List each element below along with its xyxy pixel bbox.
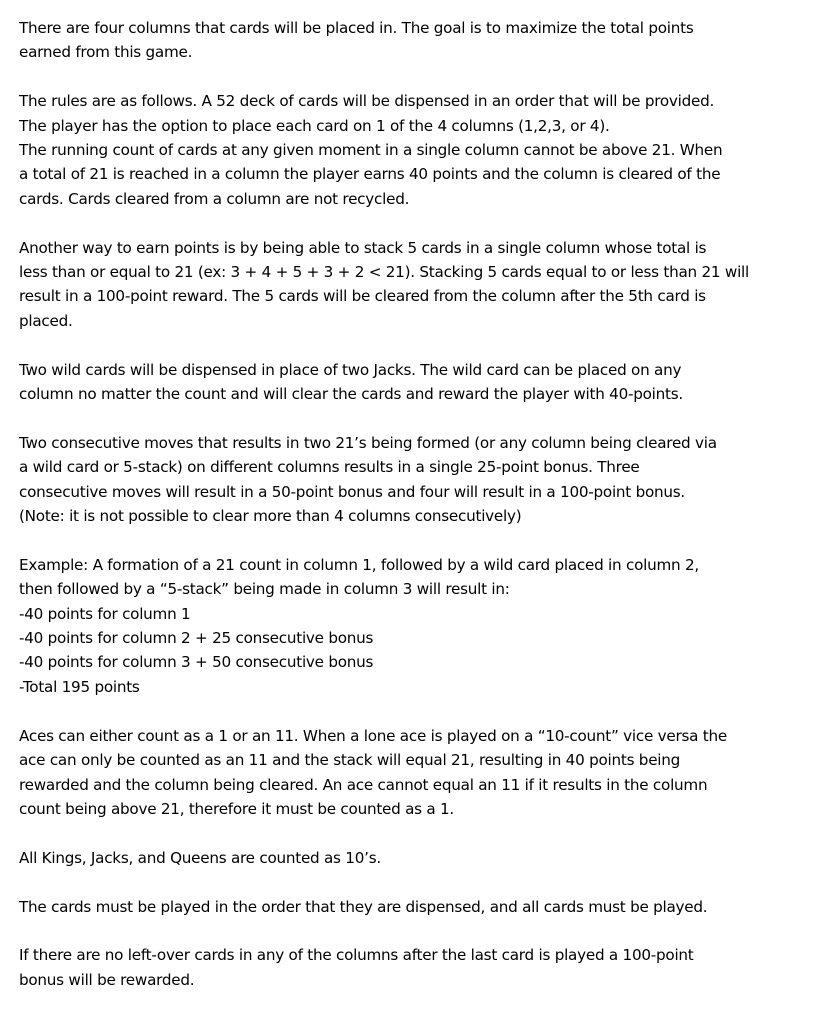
text-line: result in a 100-point reward. The 5 cards will be cleared from the column after the 5th card is [19, 287, 706, 306]
text-line: consecutive moves will result in a 50-point bonus and four will result in a 100-point bonus. [19, 482, 685, 501]
paragraph-aces [19, 724, 805, 822]
text-line: then followed by a “5-stack” being made in column 3 will result in: [19, 580, 510, 599]
text-line: ace can only be counted as an 11 and the stack will equal 21, resulting in 40 points being [19, 751, 681, 770]
text-line: The rules are as follows. A 52 deck of cards will be dispensed in an order that will be provided. [19, 92, 715, 111]
text-line: earned from this game. [19, 43, 193, 62]
paragraph-wild-cards [19, 358, 805, 407]
text-line: -40 points for column 2 + 25 consecutive bonus [19, 629, 374, 648]
text-line: bonus will be rewarded. [19, 970, 195, 989]
text-line: All Kings, Jacks, and Queens are counted as 10’s. [19, 848, 381, 867]
text-line: The cards must be played in the order that they are dispensed, and all cards must be played. [19, 897, 708, 916]
paragraph-play-order [19, 895, 805, 919]
text-line: If there are no left-over cards in any of the columns after the last card is played a 100-point [19, 946, 694, 965]
text-line: (Note: it is not possible to clear more than 4 columns consecutively) [19, 507, 522, 526]
paragraph-rules [19, 89, 805, 211]
text-line: count being above 21, therefore it must be counted as a 1. [19, 799, 455, 818]
paragraph-consecutive-bonus [19, 431, 805, 529]
text-line: Two wild cards will be dispensed in place of two Jacks. The wild card can be placed on any [19, 360, 682, 379]
text-line: -40 points for column 1 [19, 604, 191, 623]
text-line: a total of 21 is reached in a column the player earns 40 points and the column is cleared of the [19, 165, 721, 184]
text-line: Example: A formation of a 21 count in column 1, followed by a wild card placed in column 2, [19, 555, 699, 574]
paragraph-five-stack [19, 236, 805, 334]
paragraph-example [19, 553, 805, 699]
paragraph-final-bonus [19, 943, 805, 992]
text-line: placed. [19, 311, 73, 330]
text-line: -40 points for column 3 + 50 consecutive bonus [19, 653, 374, 672]
text-line: rewarded and the column being cleared. An ace cannot equal an 11 if it results in the column [19, 775, 708, 794]
text-line: cards. Cards cleared from a column are not recycled. [19, 189, 410, 208]
text-line: There are four columns that cards will be placed in. The goal is to maximize the total points [19, 19, 694, 37]
text-line: a wild card or 5-stack) on different columns results in a single 25-point bonus. Three [19, 458, 640, 477]
text-line: less than or equal to 21 (ex: 3 + 4 + 5 + 3 + 2 < 21). Stacking 5 cards equal to or less than 21 will [19, 263, 749, 282]
paragraph-intro [19, 16, 805, 65]
text-line: The player has the option to place each card on 1 of the 4 columns (1,2,3, or 4). [19, 116, 610, 135]
rules-document [19, 16, 805, 1017]
text-line: The running count of cards at any given moment in a single column cannot be above 21. When [19, 141, 723, 160]
text-line: -Total 195 points [19, 677, 140, 696]
paragraph-face-cards [19, 846, 805, 870]
text-line: Aces can either count as a 1 or an 11. When a lone ace is played on a “10-count” vice versa the [19, 726, 727, 745]
text-line: column no matter the count and will clear the cards and reward the player with 40-points. [19, 385, 683, 404]
text-line: Another way to earn points is by being able to stack 5 cards in a single column whose total is [19, 238, 707, 257]
text-line: Two consecutive moves that results in two 21’s being formed (or any column being cleared via [19, 433, 717, 452]
